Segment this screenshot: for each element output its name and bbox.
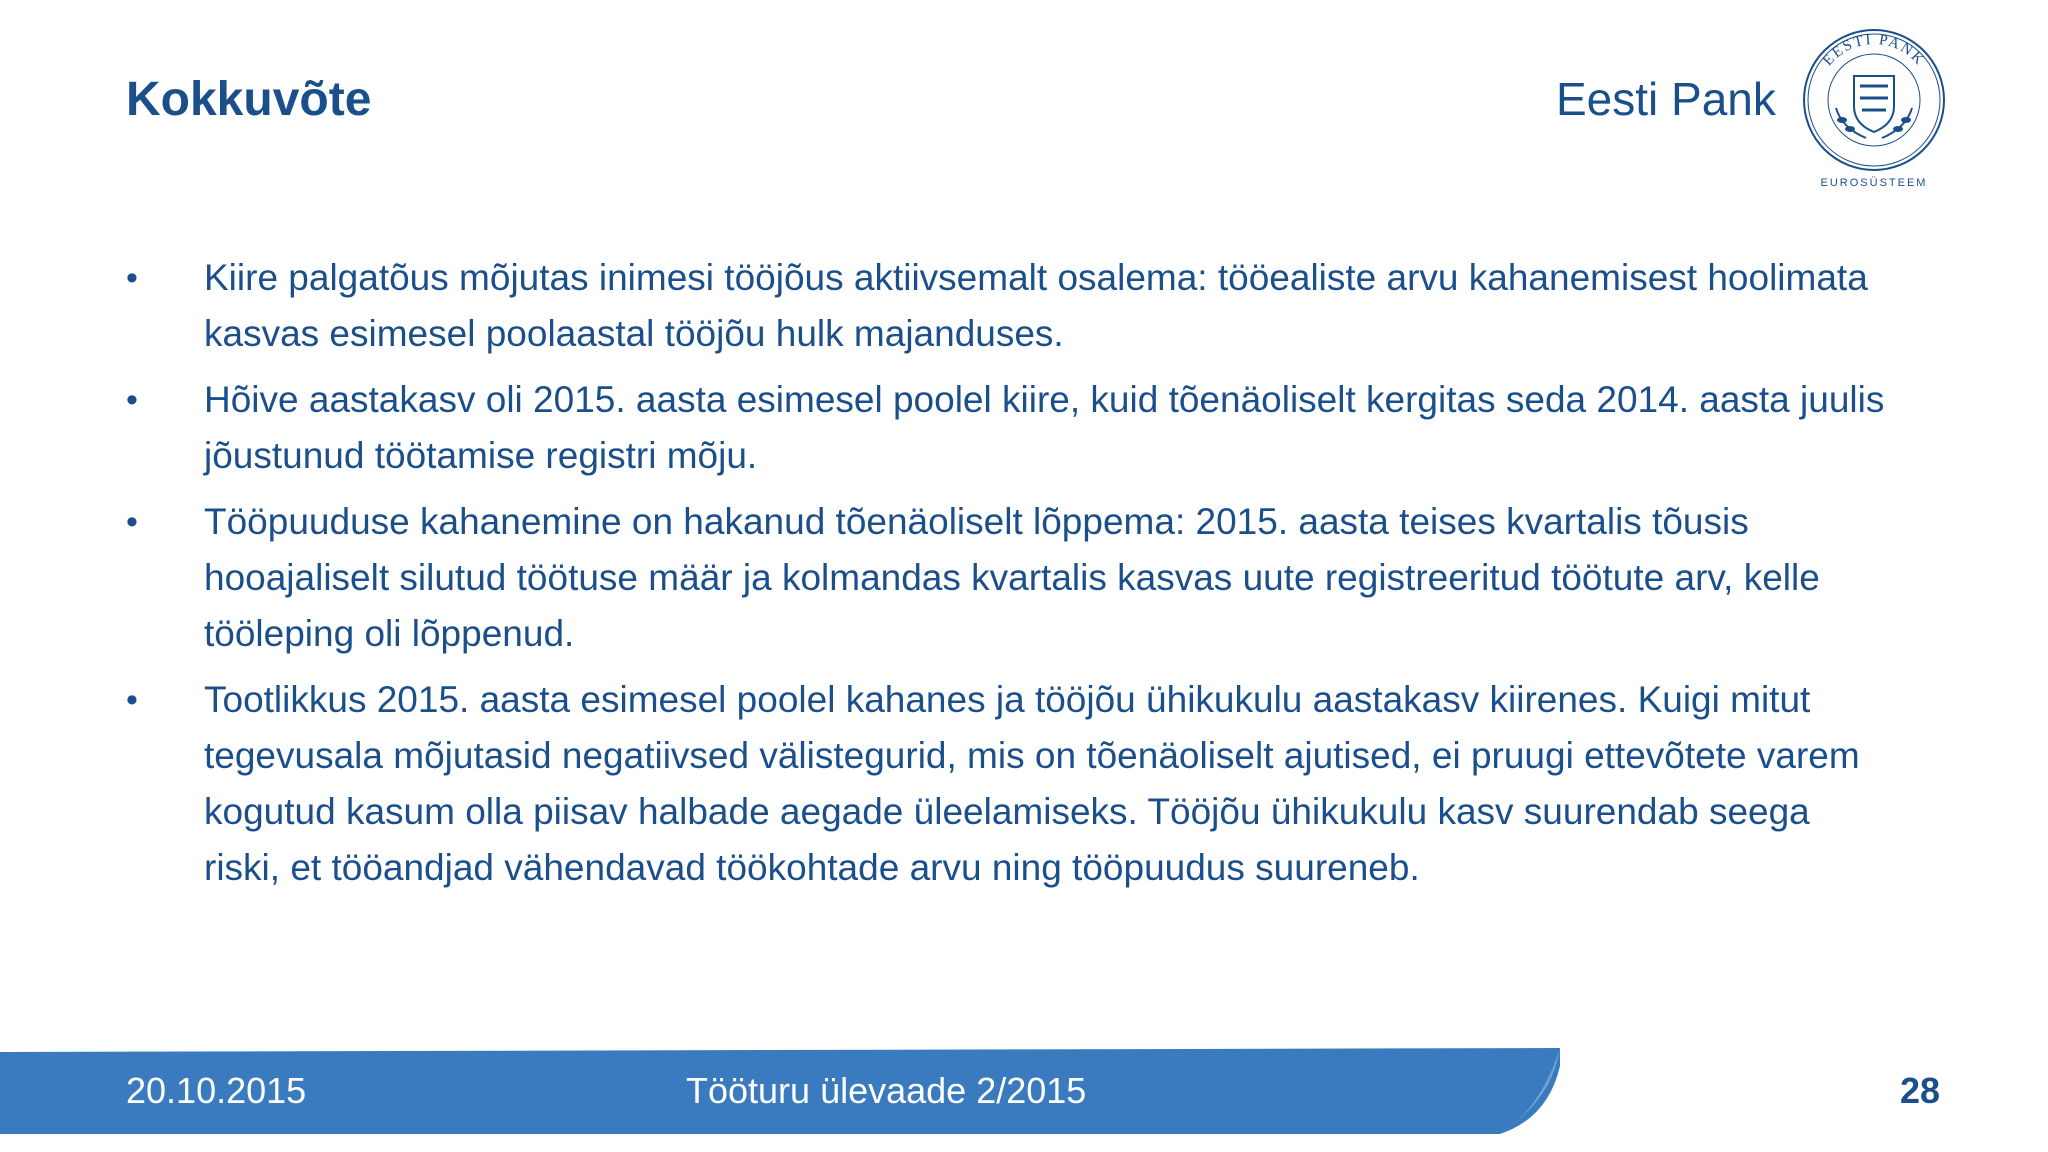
svg-text:EESTI PANK	[1820, 32, 1928, 69]
bullet-marker: •	[126, 381, 138, 419]
bullet-marker: •	[126, 259, 138, 297]
summary-bullet-list	[126, 250, 1886, 906]
slide-title: Kokkuvõte	[126, 73, 372, 126]
bullet-text: Tootlikkus 2015. aasta esimesel poolel kahanes ja tööjõu ühikukulu aastakasv kiirenes. Kuigi mitut tegevusala mõjutasid negatiivsed välistegurid, mis on tõenäoliselt ajutised, ei pruugi ettevõtete varem kogutud kasum olla piisav halbade aegade üleelamiseks. Tööjõu ühikukulu kasv suurendab seega riski, et tööandjad vähendavad töökohtade arvu ning tööpuudus suureneb.	[204, 679, 1860, 888]
seal-caption: EUROSÜSTEEM	[1820, 177, 1928, 189]
brand-name: Eesti Pank	[1556, 73, 1776, 125]
bullet-item	[126, 672, 1886, 896]
page-number: 28	[1900, 1070, 1941, 1111]
bullet-item	[126, 372, 1886, 484]
footer-title: Tööturu ülevaade 2/2015	[686, 1070, 1087, 1111]
seal-ring-text: EESTI PANK	[1819, 31, 1928, 70]
footer-date: 20.10.2015	[126, 1070, 307, 1111]
bullet-text: Tööpuuduse kahanemine on hakanud tõenäoliselt lõppema: 2015. aasta teises kvartalis tõusis hooajaliselt silutud töötuse määr ja kolmandas kvartalis kasvas uute registreeritud töötute arv, kelle tööleping oli lõppenud.	[204, 501, 1820, 654]
bullet-marker: •	[126, 503, 138, 541]
bullet-marker: •	[126, 681, 138, 719]
eesti-pank-seal-icon	[1796, 28, 1952, 198]
bullet-item	[126, 250, 1886, 362]
bullet-text: Hõive aastakasv oli 2015. aasta esimesel poolel kiire, kuid tõenäoliselt kergitas seda 2014. aasta juulis jõustunud töötamise registri mõju.	[204, 379, 1885, 476]
bullet-item	[126, 494, 1886, 662]
bullet-text: Kiire palgatõus mõjutas inimesi tööjõus aktiivsemalt osalema: tööealiste arvu kahanemisest hoolimata kasvas esimesel poolaastal tööjõu hulk majanduses.	[204, 257, 1868, 354]
